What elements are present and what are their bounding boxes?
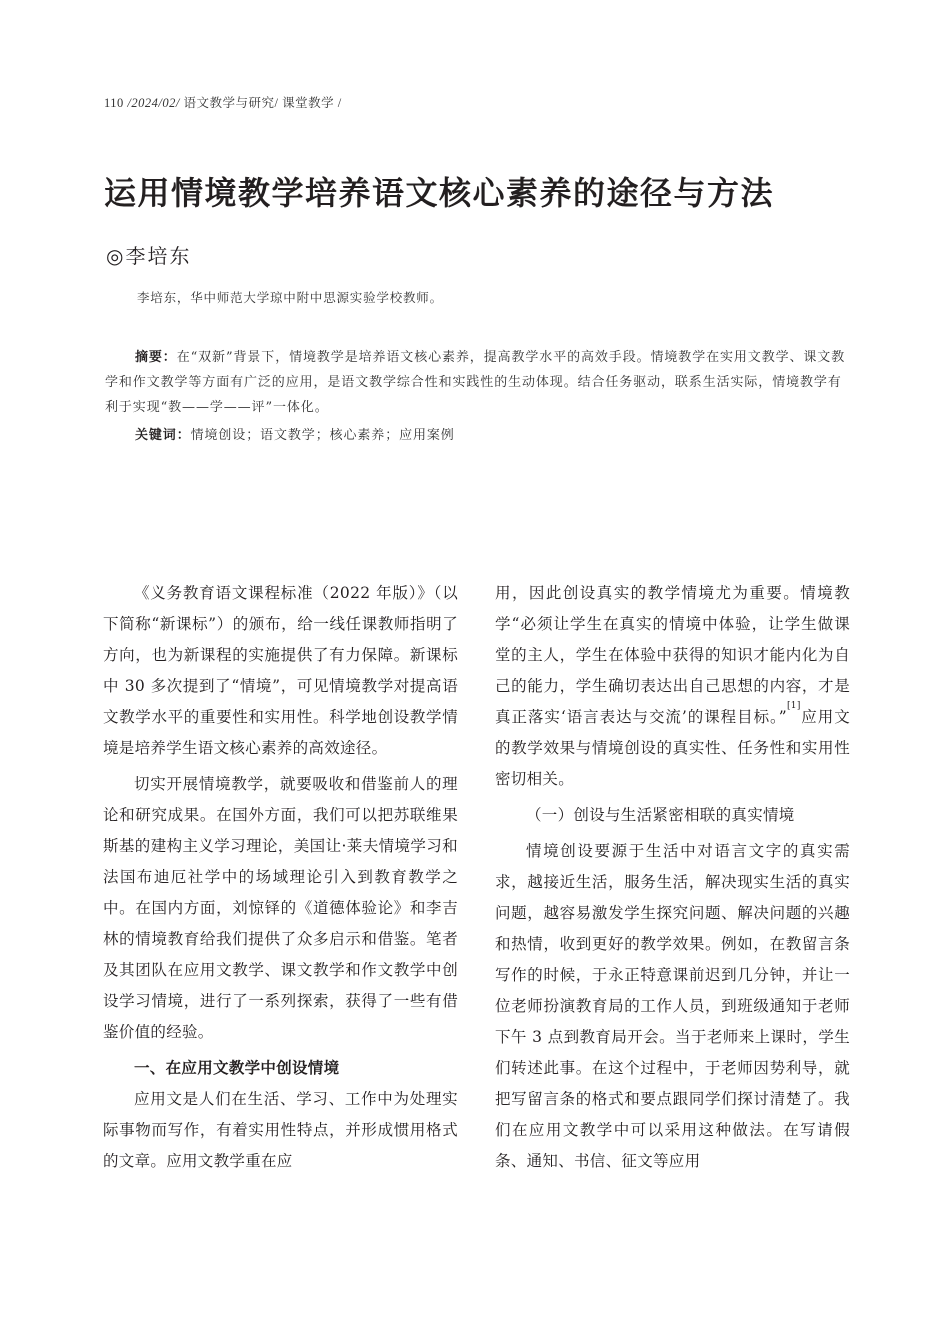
left-column bbox=[103, 578, 458, 1182]
issue-number: /2024/02/ bbox=[127, 96, 180, 110]
right-column bbox=[495, 578, 850, 1182]
keywords-label: 关键词： bbox=[135, 428, 191, 443]
subsection-heading: （一）创设与生活紧密相联的真实情境 bbox=[526, 806, 795, 824]
abstract-text: 在“双新”背景下，情境教学是培养语文核心素养，提高教学水平的高效手段。情境教学在实用文教学、课文教学和作文教学等方面有广泛的应用，是语文教学综合性和实践性的生动体现。结合任务驱动，联系生活实际，情境教学有利于实现“教——学——评”一体化。 bbox=[105, 350, 846, 415]
paragraph-text: 应用文的教学效果与情境创设的真实性、任务性和实用性密切相关。 bbox=[495, 708, 851, 788]
paragraph: 切实开展情境教学，就要吸收和借鉴前人的理论和研究成果。在国外方面，我们可以把苏联维果斯基的建构主义学习理论，美国让·莱夫情境学习和法国布迪厄社学中的场域理论引入到教育教学之中。在国内方面，刘惊铎的《道德体验论》和李吉林的情境教育给我们提供了众多启示和借鉴。笔者及其团队在应用文教学、课文教学和作文教学中创设学习情境，进行了一系列探索，获得了一些有借鉴价值的经验。 bbox=[103, 775, 458, 1041]
section-heading: 一、在应用文教学中创设情境 bbox=[134, 1059, 340, 1077]
article-title: 运用情境教学培养语文核心素养的途径与方法 bbox=[104, 174, 775, 212]
paragraph: 应用文是人们在生活、学习、工作中为处理实际事物而写作，有着实用性特点，并形成惯用格式的文章。应用文教学重在应 bbox=[103, 1090, 458, 1170]
journal-name: 语文教学与研究 bbox=[183, 96, 275, 110]
section-name: / 课堂教学 / bbox=[274, 96, 342, 110]
page-number: 110 bbox=[104, 96, 124, 110]
paragraph-text: 用，因此创设真实的教学情境尤为重要。情境教学“必须让学生在真实的情境中体验，让学生做课堂的主人，学生在体验中获得的知识才能内化为自己的能力，学生确切表达出自己思想的内容，才是真正落实‘语言表达与交流’的课程目标。” bbox=[495, 584, 850, 726]
running-header bbox=[104, 93, 342, 111]
paragraph: 《义务教育语文课程标准（2022 年版）》（以下简称“新课标”）的颁布，给一线任课教师指明了方向，也为新课程的实施提供了有力保障。新课标中 30 多次提到了“情境”，可见情境教学对提高语文教学水平的重要性和实用性。科学地创设教学情境是培养学生语文核心素养的高效途径。 bbox=[103, 584, 458, 757]
author-name: ◎李培东 bbox=[106, 244, 192, 268]
paragraph: 情境创设要源于生活中对语言文字的真实需求，越接近生活，服务生活，解决现实生活的真实问题，越容易激发学生探究问题、解决问题的兴趣和热情，收到更好的教学效果。例如，在教留言条写作的时候，于永正特意课前迟到几分钟，并让一位老师扮演教育局的工作人员，到班级通知于老师下午 3 点到教育局开会。当于老师来上课时，学生们转述此事。在这个过程中，于老师因势利导，就把写留言条的格式和要点跟同学们探讨清楚了。我们在应用文教学中可以采用这种做法。在写请假条、通知、书信、征文等应用 bbox=[495, 842, 850, 1170]
abstract-label: 摘要： bbox=[135, 350, 177, 365]
keywords bbox=[135, 424, 455, 443]
abstract bbox=[105, 345, 850, 420]
author-bio: 李培东，华中师范大学琼中附中思源实验学校教师。 bbox=[137, 290, 443, 305]
reference-marker[interactable]: [1] bbox=[786, 701, 801, 711]
keywords-text: 情境创设；语文教学；核心素养；应用案例 bbox=[190, 428, 455, 443]
paragraph bbox=[495, 578, 850, 795]
